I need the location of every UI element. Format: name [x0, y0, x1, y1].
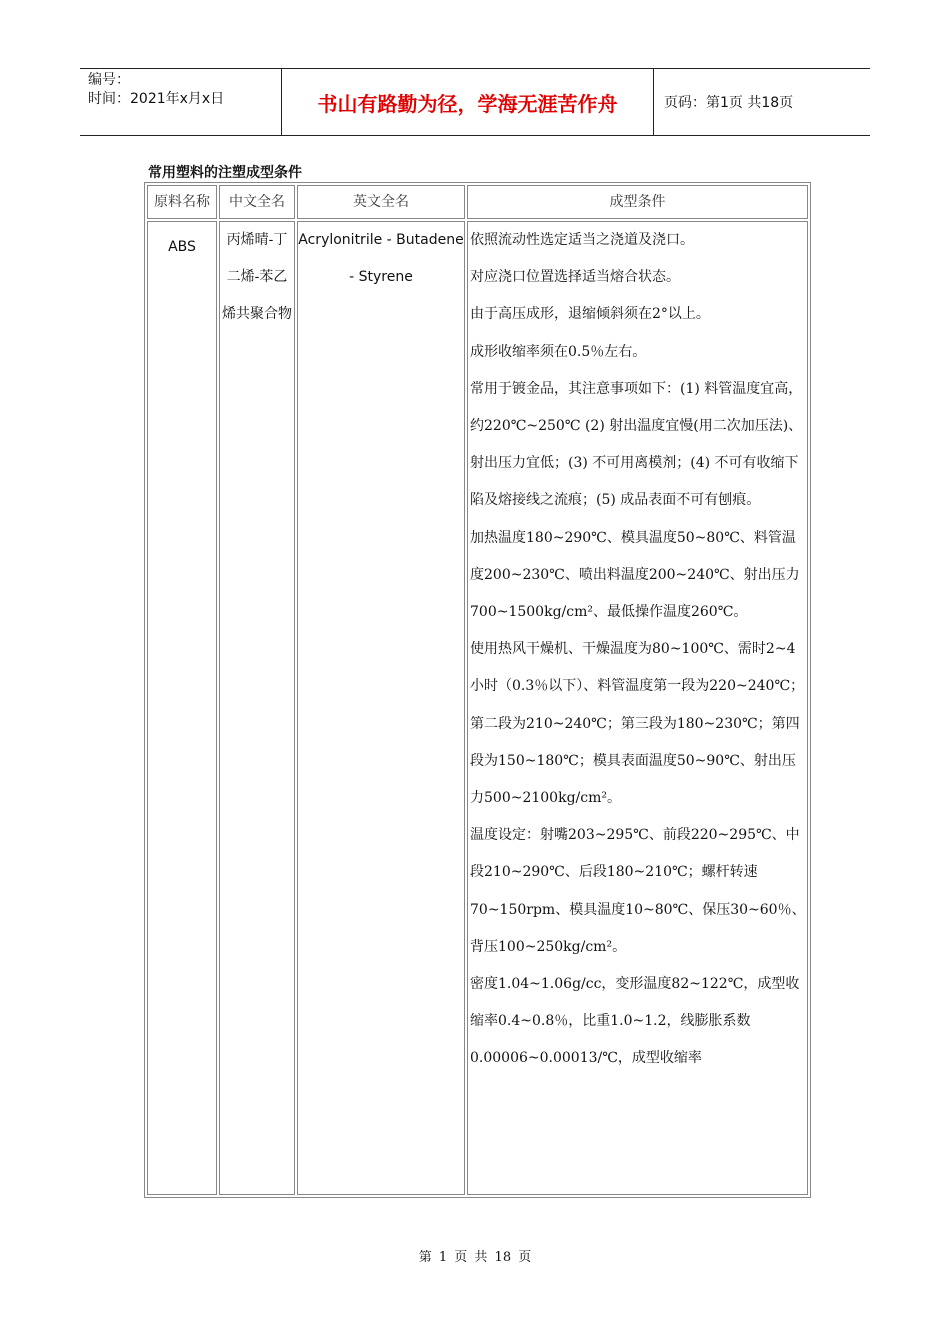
english-name-cell: Acrylonitrile - Butadene - Styrene — [297, 221, 465, 1195]
condition-item: 由于高压成形，退缩倾斜须在2°以上。 — [470, 306, 710, 323]
header-page-info: 页码：第1页 共18页 — [664, 95, 794, 111]
page-footer: 第 1 页 共 18 页 — [418, 1250, 532, 1265]
chinese-name-cell: 丙烯晴-丁二烯-苯乙烯共聚合物 — [219, 221, 295, 1195]
header-material-name: 原料名称 — [147, 185, 217, 219]
document-header — [80, 68, 870, 136]
condition-item: 依照流动性选定适当之浇道及浇口。 — [470, 232, 694, 248]
header-meta — [80, 69, 282, 135]
molding-conditions-table — [144, 182, 811, 1198]
condition-item: 对应浇口位置选择适当熔合状态。 — [470, 269, 680, 286]
table-row — [147, 221, 808, 1195]
condition-item: 成形收缩率须在0.5％左右。 — [470, 343, 647, 360]
document-title: 常用塑料的注塑成型条件 — [148, 165, 302, 181]
condition-item: 使用热风干燥机、干燥温度为80~100℃、需时2~4小时（0.3％以下）、料管温度第一段为220~240℃；第二段为210~240℃；第三段为180~230℃；第四段为150~180℃；模具表面温度50~90℃、射出压力500~2100kg/cm²。 — [470, 641, 805, 807]
header-motto: 书山有路勤为径，学海无涯苦作舟 — [282, 69, 654, 135]
condition-item: 温度设定：射嘴203~295℃、前段220~295℃、中段210~290℃、后段180~210℃；螺杆转速70~150rpm、模具温度10~80℃、保压30~60％、背压100~250kg/cm²。 — [470, 827, 806, 955]
header-chinese-name: 中文全名 — [219, 185, 295, 219]
time-label: 时间：2021年x月x日 — [88, 91, 225, 107]
table-header-row — [147, 185, 808, 219]
condition-item: 密度1.04~1.06g/cc，变形温度82~122℃，成型收缩率0.4~0.8％，比重1.0~1.2，线膨胀系数0.00006~0.00013/℃，成型收缩率 — [470, 976, 800, 1067]
conditions-cell — [467, 221, 808, 1195]
header-english-name: 英文全名 — [297, 185, 465, 219]
condition-item: 加热温度180~290℃、模具温度50~80℃、料管温度200~230℃、喷出料温度200~240℃、射出压力700~1500kg/cm²、最低操作温度260℃。 — [470, 529, 800, 621]
serial-label: 编号： — [88, 72, 130, 88]
material-name-cell: ABS — [147, 221, 217, 1195]
header-conditions: 成型条件 — [467, 185, 808, 219]
condition-item: 常用于镀金品，其注意事项如下：(1) 料管温度宜高，约220℃~250℃ (2) 射出温度宜慢(用二次加压法)、射出压力宜低；(3) 不可用离模剂；(4) 不可有收缩下陷及熔接线之流痕；(5) 成品表面不可有刨痕。 — [470, 380, 803, 509]
